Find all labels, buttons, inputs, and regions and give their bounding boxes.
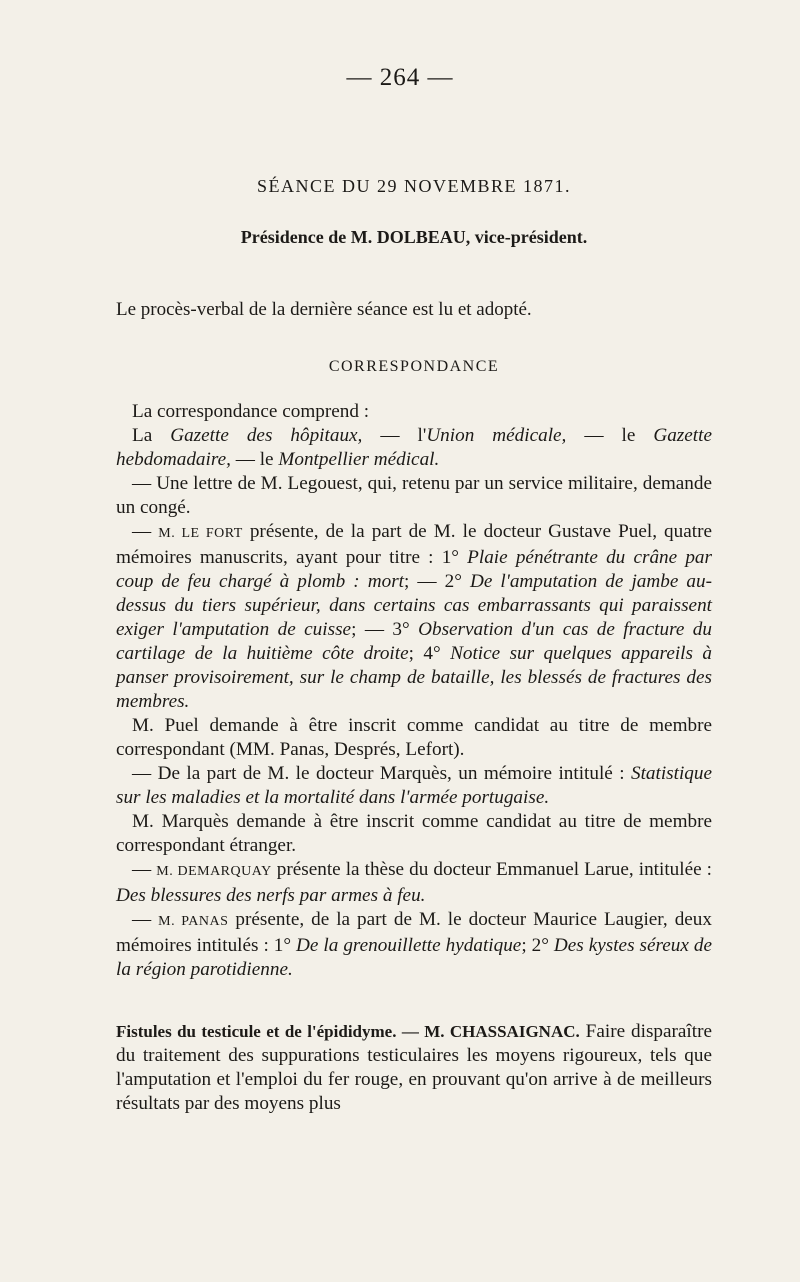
member-name: M. LE FORT: [158, 526, 243, 541]
text: — le: [566, 425, 654, 446]
paragraph-journals: [116, 424, 712, 472]
text: ; — 2°: [404, 571, 470, 592]
paragraph-marques: [116, 762, 712, 810]
intro-text: La correspondance comprend :: [132, 401, 370, 422]
text: ; 4°: [408, 643, 451, 664]
paragraph-fistules: [116, 1020, 712, 1116]
paragraph-marques-candidate: M. Marquès demande à être inscrit comme candidat au titre de membre correspondant étranger.: [116, 811, 712, 856]
memoir-title: Plaie pénétrante du crâne par coup de feu chargé à plomb : mort: [116, 547, 712, 592]
memoir-title: Observation d'un cas de fracture du cartilage de la huitième côte droite: [116, 619, 712, 664]
text: —: [132, 521, 159, 542]
paragraph-intro: [116, 400, 712, 424]
member-name: M. PANAS: [158, 914, 229, 929]
text: —: [132, 909, 159, 930]
journal-title: Gazette des hôpitaux,: [170, 425, 363, 446]
fistules-section: [116, 1020, 712, 1116]
member-name: M. DEMARQUAY: [156, 864, 272, 879]
text: ; 2°: [521, 935, 554, 956]
journal-title: Union médicale,: [426, 425, 567, 446]
memoir-title: De la grenouillette hydatique: [296, 935, 522, 956]
text: présente, de la part de M. le docteur Gustave Puel, quatre mémoires manuscrits, ayant pour titre : 1°: [116, 521, 713, 568]
correspondance-heading: CORRESPONDANCE: [328, 358, 500, 375]
memoir-title: Statistique sur les maladies et la mortalité dans l'armée portugaise.: [116, 763, 712, 808]
text: — l': [362, 425, 427, 446]
paragraph-panas: [116, 908, 712, 982]
memoir-title: Notice sur quelques appareils à panser provisoirement, sur le champ de bataille, les blessés de fractures des membres.: [116, 643, 712, 712]
memoir-title: Des kystes séreux de la région parotidienne.: [116, 935, 712, 980]
text: présente, de la part de M. le docteur Maurice Laugier, deux mémoires intitulés : 1°: [116, 909, 712, 956]
text: — De la part de M. le docteur Marquès, un mémoire intitulé :: [132, 763, 631, 784]
paragraph-lefort: [116, 520, 712, 714]
text: présente la thèse du docteur Emmanuel Larue, intitulée :: [271, 859, 713, 880]
presidence-line: Présidence de M. DOLBEAU, vice-président.: [240, 227, 588, 247]
text: — le: [230, 449, 279, 470]
section-heading: Fistules du testicule et de l'épididyme. — M. CHASSAIGNAC.: [116, 1022, 580, 1041]
text: La: [132, 425, 171, 446]
text: ; — 3°: [351, 619, 419, 640]
memoir-title: De l'amputation de jambe au-dessus du tiers supérieur, dans certains cas embarrassants qui paraissent exiger l'amputation de cuisse: [116, 571, 712, 640]
paragraph-demarquay: [116, 858, 712, 908]
seance-title: SÉANCE DU 29 NOVEMBRE 1871.: [256, 176, 571, 196]
paragraph-legouest: — Une lettre de M. Legouest, qui, retenu par un service militaire, demande un congé.: [116, 473, 712, 518]
thesis-title: Des blessures des nerfs par armes à feu.: [116, 885, 426, 906]
journal-title: Montpellier médical.: [278, 449, 440, 470]
paragraph-puel: M. Puel demande à être inscrit comme candidat au titre de membre correspondant (MM. Panas, Després, Lefort).: [116, 715, 712, 760]
proces-verbal-line: Le procès-verbal de la dernière séance est lu et adopté.: [116, 299, 532, 320]
page-number: — 264 —: [346, 64, 454, 91]
correspondance-body: [116, 400, 712, 982]
journal-title: Gazette hebdomadaire,: [116, 425, 712, 470]
text: —: [132, 859, 157, 880]
section-text: Faire disparaître du traitement des suppurations testiculaires les moyens rigoureux, tels que l'amputation et l'emploi du fer rouge, en prouvant qu'on arrive à de meilleurs résultats par des moyens plus: [116, 1021, 712, 1114]
